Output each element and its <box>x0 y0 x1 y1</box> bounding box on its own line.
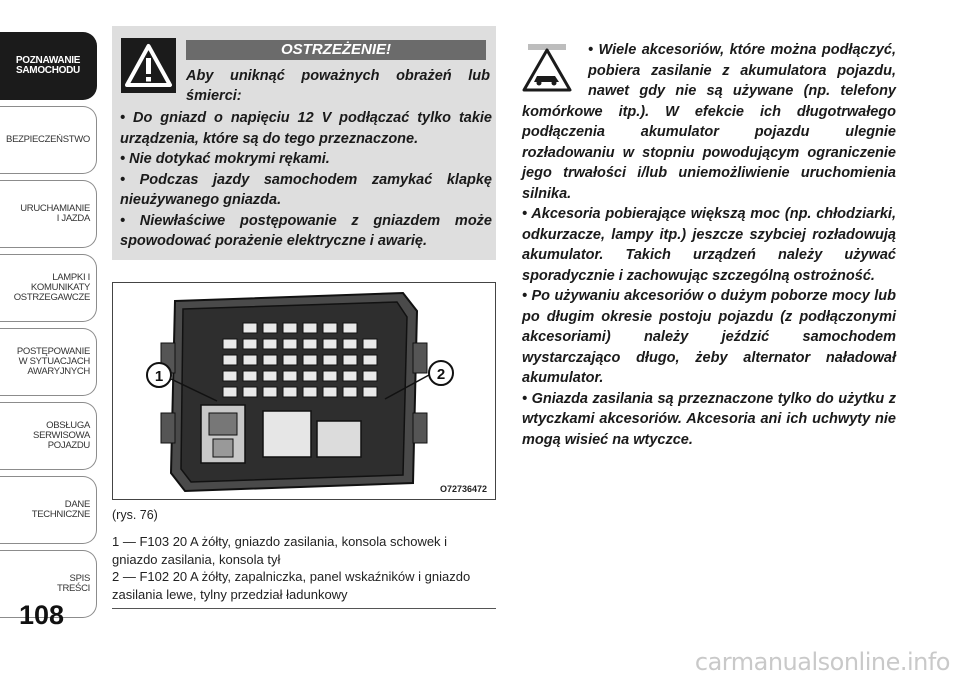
right-paragraph: • Gniazda zasilania są przeznaczone tylko do użytku z wtyczkami akcesoriów. Akcesoria ani ich uchwyty nie mogą wisieć na wtyczce. <box>522 390 896 448</box>
tab-postepowanie-awaryjne[interactable] <box>0 328 97 396</box>
fuse-slot <box>303 355 317 365</box>
fuse-slot <box>223 371 237 381</box>
figure-caption: (rys. 76) <box>112 508 158 522</box>
fuse-slot <box>343 323 357 333</box>
fuse-slot <box>343 355 357 365</box>
figure-legend <box>112 533 496 603</box>
fuse-slot <box>243 339 257 349</box>
fuse-slot <box>263 387 277 397</box>
fuse-slot <box>263 339 277 349</box>
legend-item: 2 — F102 20 A żółty, zapalniczka, panel wskaźników i gniazdo zasilania lewe, tylny przedział ładunkowy <box>112 569 471 602</box>
fuse-slot <box>283 355 297 365</box>
tab-poznawanie-samochodu[interactable] <box>0 32 97 100</box>
fuse-slot <box>363 371 377 381</box>
fuse-slot <box>303 387 317 397</box>
fuse-slot <box>363 387 377 397</box>
fuse-slot <box>223 355 237 365</box>
fuse-slot <box>303 371 317 381</box>
warning-title: OSTRZEŻENIE! <box>186 40 486 60</box>
fuse-slot <box>283 387 297 397</box>
fuse-slot <box>243 355 257 365</box>
fuse-slot <box>363 355 377 365</box>
legend-item: 1 — F103 20 A żółty, gniazdo zasilania, konsola schowek i gniazdo zasilania, konsola tył <box>112 534 448 567</box>
fuse-slot <box>323 339 337 349</box>
fuse-slot <box>263 323 277 333</box>
fuse-slot <box>323 371 337 381</box>
fuse-slot <box>303 339 317 349</box>
legend-divider <box>112 608 496 609</box>
page-number: 108 <box>19 600 65 630</box>
tab-label: BEZPIECZEŃSTWO <box>6 134 90 145</box>
tab-label: POZNAWANIE SAMOCHODU <box>15 55 81 76</box>
tab-uruchamianie-i-jazda[interactable] <box>0 180 97 248</box>
warning-bullet: • Podczas jazdy samochodem zamykać klapkę nieużywanego gniazda. <box>120 171 492 208</box>
tab-label: SPIS TREŚCI <box>56 573 90 594</box>
fuse-slot <box>283 323 297 333</box>
fuse-slot <box>323 355 337 365</box>
right-column-text <box>522 40 896 450</box>
fuse-slot <box>243 387 257 397</box>
tab-bezpieczenstwo[interactable] <box>0 106 97 174</box>
warning-bullet: • Niewłaściwe postępowanie z gniazdem może spowodować porażenie elektryczne i awarię. <box>120 212 492 249</box>
right-paragraph: • Akcesoria pobierające większą moc (np. chłodziarki, odkurzacze, lampy itp.) jeszcze szybciej rozładowują akumulator. Takich urządzeń należy używać sporadycznie i zachowując szczególną ostrożność. <box>522 206 896 284</box>
fuse-slot <box>303 323 317 333</box>
fuse-slot <box>243 323 257 333</box>
right-paragraph: • Wiele akcesoriów, które można podłączyć, pobiera zasilanie z akumulatora pojazdu, nawet gdy nie są używane (np. telefony komórkowe itp.). W efekcie ich długotrwałego podłączenia akumulator pojazdu ulegnie rozładowaniu w stopniu powodującym ograniczenie jego trwałości i/lub uniemożliwienie uruchomienia silnika. <box>522 42 896 202</box>
fuse-slot <box>223 339 237 349</box>
fuse-box-illustration <box>113 283 495 499</box>
tab-label: URUCHAMIANIE I JAZDA <box>20 203 90 224</box>
fuse-slot <box>263 355 277 365</box>
figure-code: O72736472 <box>439 484 487 494</box>
tab-obsluga-serwisowa[interactable] <box>0 402 97 470</box>
vehicle-warning-icon <box>522 40 588 98</box>
fuse-slot <box>223 387 237 397</box>
fuse-slot <box>343 371 357 381</box>
tab-label: POSTĘPOWANIE W SYTUACJACH AWARYJNYCH <box>16 346 90 377</box>
warning-intro: Aby uniknąć poważnych obrażeń lub śmierci: <box>186 68 490 104</box>
fuse-slot <box>343 339 357 349</box>
warning-list <box>120 108 492 252</box>
tab-lampki-i-komunikaty[interactable] <box>0 254 97 322</box>
callout-1: 1 <box>154 368 164 385</box>
warning-box <box>112 26 496 260</box>
fuse-box-figure <box>112 282 496 500</box>
fuse-slot <box>323 387 337 397</box>
tab-dane-techniczne[interactable] <box>0 476 97 544</box>
callout-2: 2 <box>436 366 446 383</box>
fuse-slot <box>363 339 377 349</box>
tab-label: DANE TECHNICZNE <box>31 499 90 520</box>
fuse-slot <box>283 371 297 381</box>
fuse-slot <box>323 323 337 333</box>
fuse-slot <box>343 387 357 397</box>
fuse-slot <box>263 371 277 381</box>
watermark: carmanualsonline.info <box>694 648 950 676</box>
tab-label: OBSŁUGA SERWISOWA POJAZDU <box>33 420 90 451</box>
fuse-slot <box>283 339 297 349</box>
warning-triangle-icon <box>121 38 176 93</box>
tab-label: LAMPKI I KOMUNIKATY OSTRZEGAWCZE <box>13 272 90 303</box>
fuse-slot <box>243 371 257 381</box>
warning-bullet: • Do gniazd o napięciu 12 V podłączać tylko takie urządzenia, które są do tego przeznaczone. <box>120 110 492 147</box>
right-paragraph: • Po używaniu akcesoriów o dużym poborze mocy lub po długim okresie postoju pojazdu (z podłączonymi akcesoriami) należy jeździć samochodem wystarczająco długo, żeby alternator naładował akumulator. <box>522 288 896 386</box>
warning-bullet: • Nie dotykać mokrymi rękami. <box>120 151 330 167</box>
